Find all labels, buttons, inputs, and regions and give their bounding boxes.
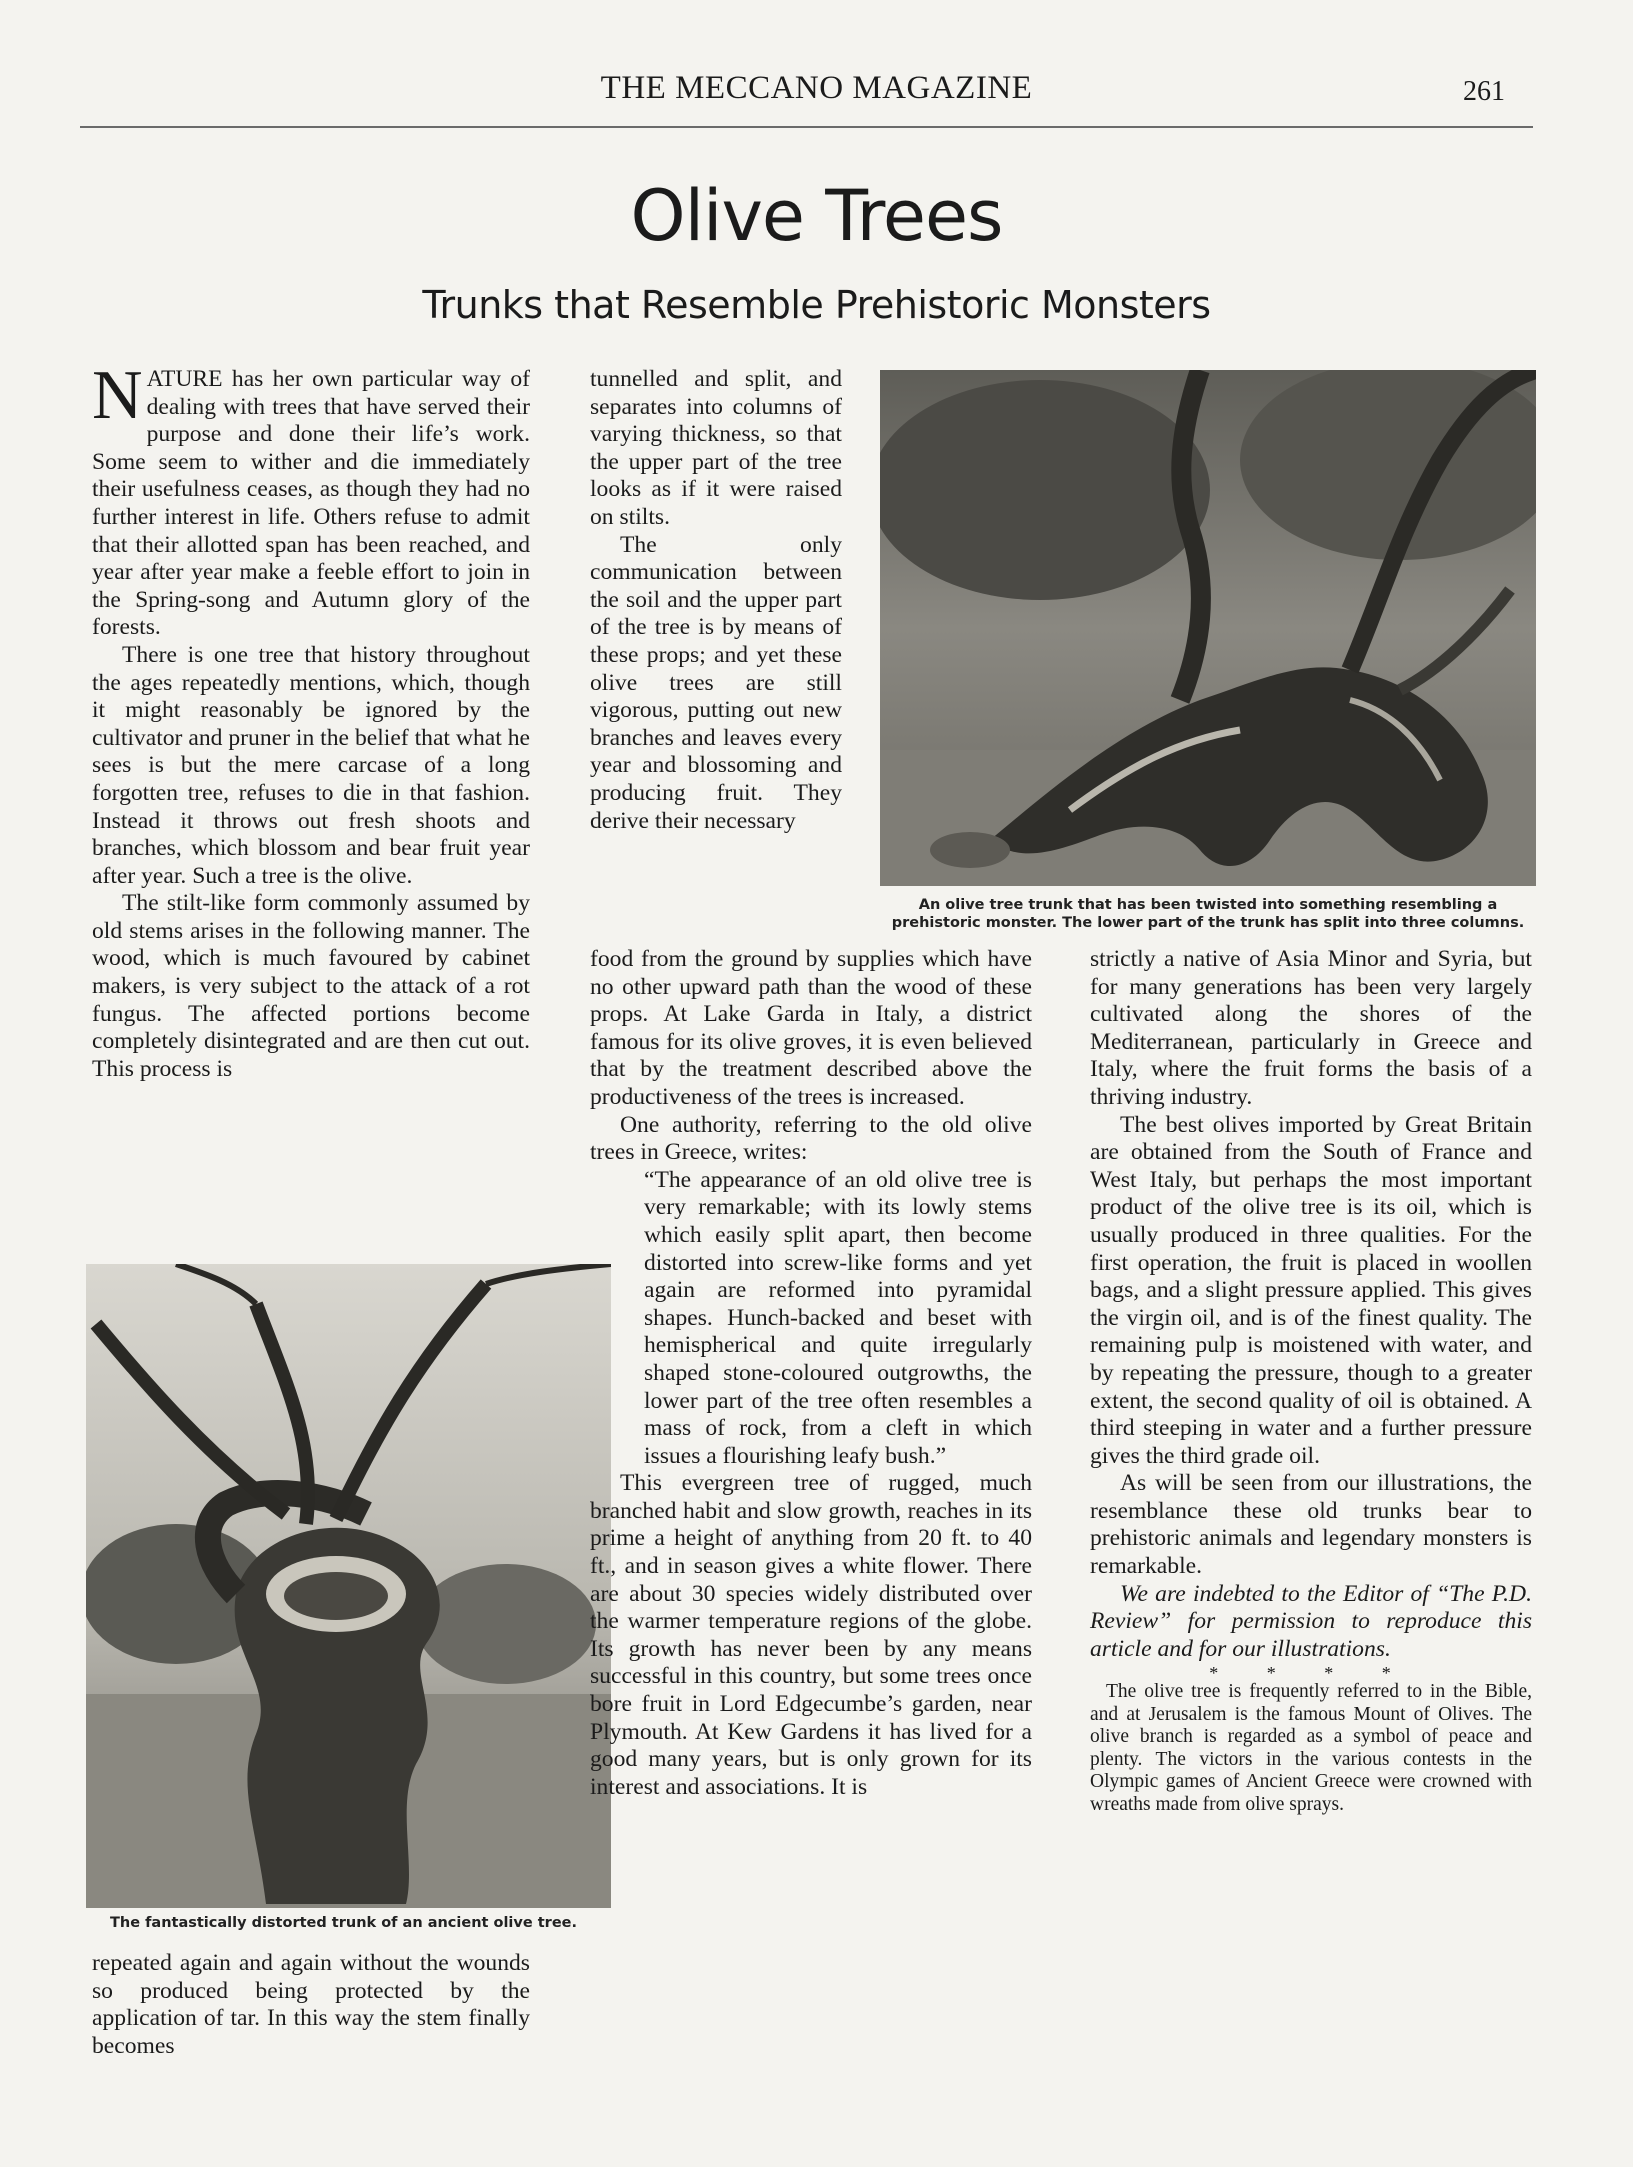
distorted-trunk-illustration bbox=[86, 1264, 611, 1908]
twisted-trunk-illustration bbox=[880, 370, 1536, 886]
column-2-paragraph-1: tunnelled and split, and separates into columns of varying thickness, so that the upper part of the tree looks as if it were raised on stilts. bbox=[590, 366, 842, 530]
olive-trunk-photo-top bbox=[880, 370, 1536, 886]
paragraph-1-text: ATURE has her own particular way of dealing with trees that have served their purpose and done their life’s work. Some seem to wither and die immediately their usefulness ceases, as though they had no further interest in life. Others refuse to admit that their allotted span has been reached, and year after year make a feeble effort to join in the Spring-song and Autumn glory of the forests. bbox=[92, 366, 530, 641]
article-title: Olive Trees bbox=[630, 175, 1003, 257]
olive-note bbox=[1090, 1681, 1532, 1816]
paragraph-1 bbox=[92, 357, 530, 642]
column-3-paragraph-3: As will be seen from our illustrations, the resemblance these old trunks bear to prehistoric animals and legendary monsters is remarkable. bbox=[1090, 1470, 1532, 1580]
top-photo-caption: An olive tree trunk that has been twisted into something resembling a prehistoric monster. The lower part of the trunk has split into three columns. bbox=[891, 897, 1525, 931]
header-rule bbox=[80, 126, 1533, 128]
column-3 bbox=[1090, 946, 1532, 1816]
column-2-paragraph-5: This evergreen tree of rugged, much branched habit and slow growth, reaches in its prime a height of anything from 20 ft. to 40 ft., and in season gives a white flower. There are about 30 species widely distributed over the warmer temperature regions of the globe. Its growth has never been by any means successful in this country, but some trees once bore fruit in Lord Edgecumbe’s garden, near Plymouth. At Kew Gardens it has lived for a good many years, but is only grown for its interest and associations. It is bbox=[590, 1470, 1032, 1800]
article-subtitle: Trunks that Resemble Prehistoric Monsters bbox=[422, 283, 1211, 327]
column-2-upper bbox=[590, 366, 842, 835]
column-2-paragraph-4: One authority, referring to the old olive trees in Greece, writes: bbox=[590, 1111, 1032, 1166]
paragraph-3: The stilt-like form commonly assumed by old stems arises in the following manner. The wood, which is much favoured by cabinet makers, is very subject to the attack of a rot fungus. The affected portions become completely disintegrated and are then cut out. This process is bbox=[92, 890, 530, 1082]
paragraph-4: repeated again and again without the wounds so produced being protected by the application of tar. In this way the stem finally becomes bbox=[92, 1950, 530, 2059]
acknowledgement-credit: We are indebted to the Editor of “The P.D. Review” for permission to reproduce this article and for our illustrations. bbox=[1090, 1580, 1532, 1662]
magazine-header: THE MECCANO MAGAZINE bbox=[600, 70, 1033, 106]
column-2-lower bbox=[590, 946, 1032, 1801]
olive-note-text: The olive tree is frequently referred to in the Bible, and at Jerusalem is the famous Mount of Olives. The olive branch is regarded as a symbol of peace and plenty. The victors in the various contests in the Olympic games of Ancient Greece were crowned with wreaths made from olive sprays. bbox=[1090, 1681, 1532, 1815]
column-2-paragraph-2: The only communication between the soil and the upper part of the tree is by means of these props; and yet these olive trees are still vigorous, putting out new branches and leaves every year and blossoming and producing fruit. They derive their necessary bbox=[590, 531, 842, 834]
column-1-lower bbox=[92, 1950, 530, 2060]
section-divider-stars: * * * * bbox=[1209, 1663, 1413, 1684]
paragraph-2: There is one tree that history throughout the ages repeatedly mentions, which, though it might reasonably be ignored by the cultivator and pruner in the belief that what he sees is but the mere carcase of a long forgotten tree, refuses to die in that fashion. Instead it throws out fresh shoots and branches, which blossom and bear fruit year after year. Such a tree is the olive. bbox=[92, 641, 530, 889]
drop-cap: N bbox=[92, 357, 143, 434]
bottom-photo-caption: The fantastically distorted trunk of an ancient olive tree. bbox=[110, 1915, 577, 1931]
column-3-paragraph-1: strictly a native of Asia Minor and Syria, but for many generations has been very largely cultivated along the shores of the Mediterranean, particularly in Greece and Italy, where the fruit forms the basis of a thriving industry. bbox=[1090, 946, 1532, 1110]
column-1-upper bbox=[92, 357, 530, 1083]
column-3-paragraph-2: The best olives imported by Great Britain are obtained from the South of France and West Italy, but perhaps the most important product of the olive tree is its oil, which is usually produced in three qualities. For the first operation, the fruit is placed in woollen bags, and a slight pressure applied. This gives the virgin oil, and is of the finest quality. The remaining pulp is moistened with water, and by repeating the pressure, though to a greater extent, the second quality of oil is obtained. A third steeping in water and a further pressure gives the third grade oil. bbox=[1090, 1111, 1532, 1469]
column-2-paragraph-3: food from the ground by supplies which have no other upward path than the wood of these props. At Lake Garda in Italy, a district famous for its olive groves, it is even believed that by the treatment described above the productiveness of the trees is increased. bbox=[590, 946, 1032, 1110]
page-number: 261 bbox=[1463, 76, 1505, 107]
olive-trunk-photo-bottom bbox=[86, 1264, 611, 1908]
quotation: “The appearance of an old olive tree is very remarkable; with its lowly stems which easily split apart, then become distorted into screw-like forms and yet again are reformed into pyramidal shapes. Hunch-backed and beset with hemispherical and quite irregularly shaped stone-coloured outgrowths, the lower part of the tree often resembles a mass of rock, from a cleft in which issues a flourishing leafy bush.” bbox=[644, 1166, 1032, 1469]
